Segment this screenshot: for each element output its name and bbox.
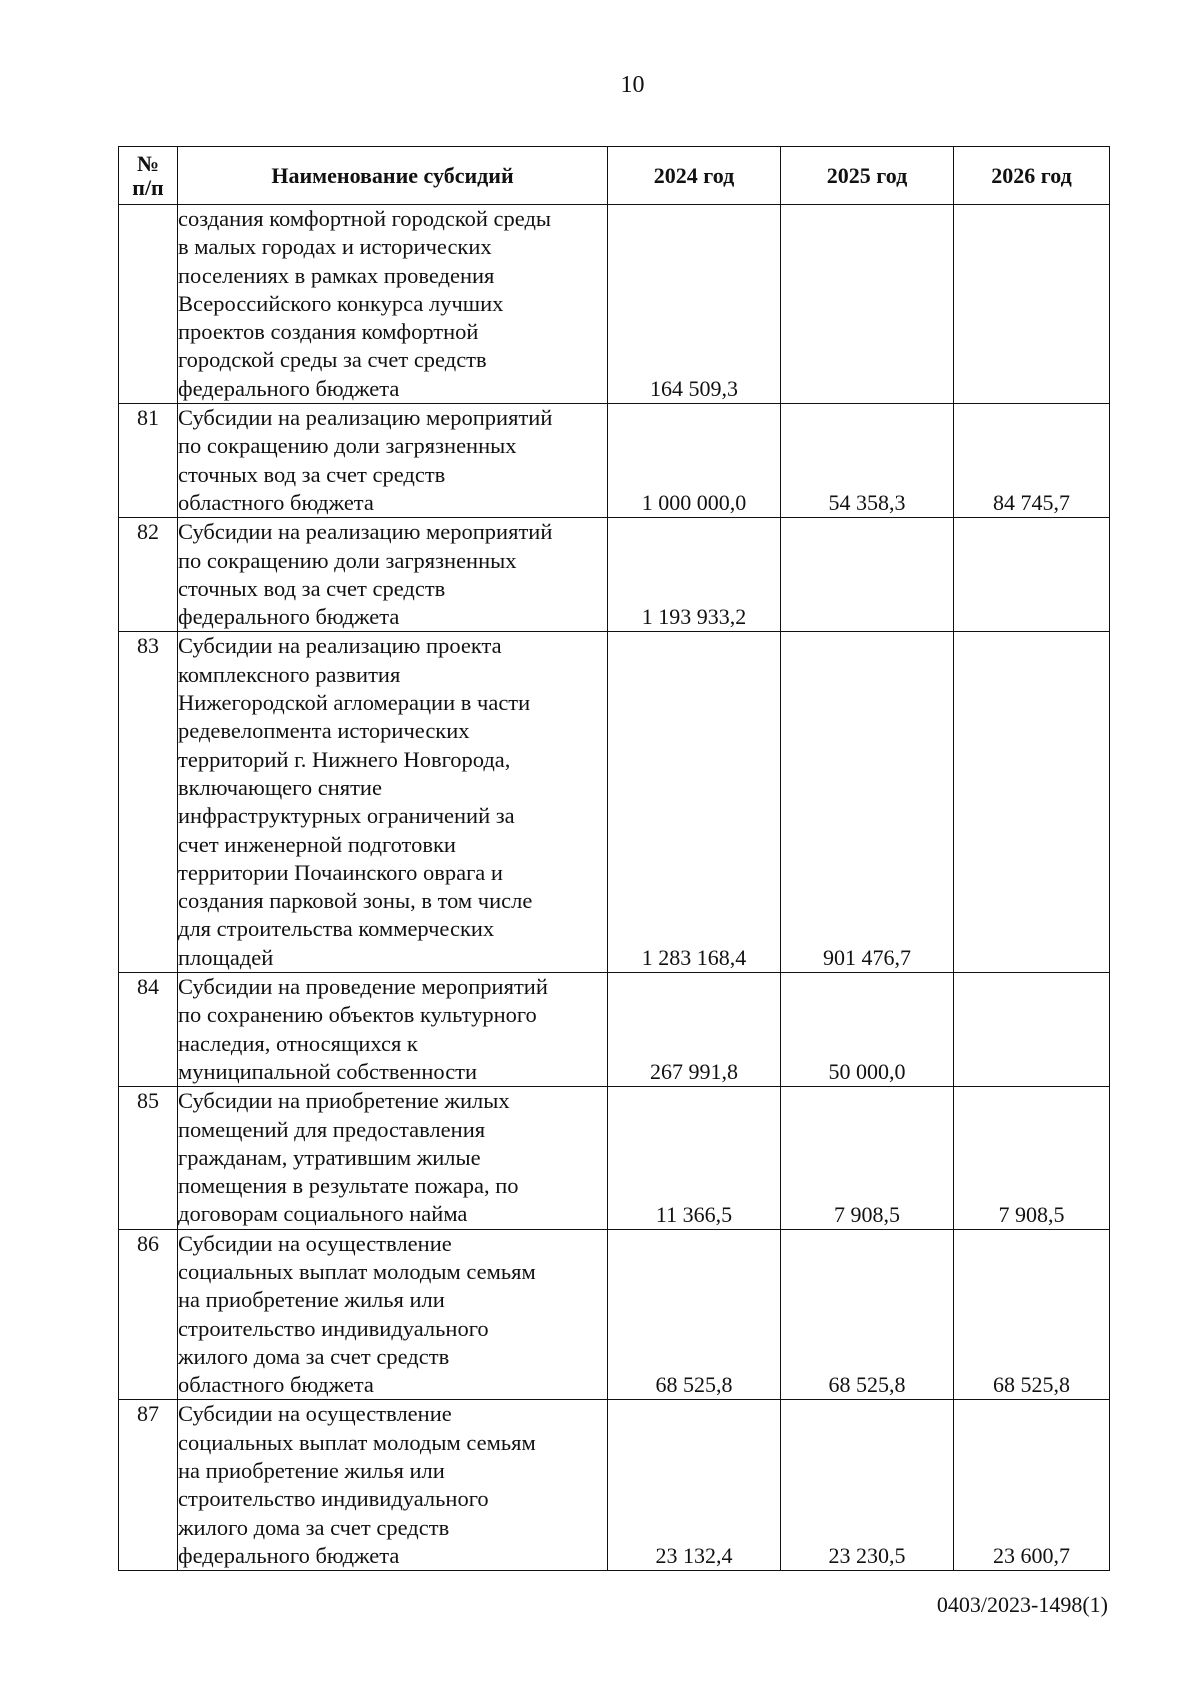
value-2026: 23 600,7 — [954, 1400, 1110, 1571]
table-row — [119, 632, 1110, 973]
row-number: 86 — [119, 1229, 178, 1400]
value-2025: 901 476,7 — [781, 632, 954, 973]
subsidy-name: Субсидии на реализацию мероприятий по сокращению доли загрязненных сточных вод за счет средств областного бюджета — [178, 404, 608, 518]
value-2024: 68 525,8 — [608, 1229, 781, 1400]
value-2026 — [954, 205, 1110, 404]
row-number: 81 — [119, 404, 178, 518]
row-number: 84 — [119, 973, 178, 1087]
header-2025: 2025 год — [781, 147, 954, 205]
table-row — [119, 1400, 1110, 1571]
row-number: 87 — [119, 1400, 178, 1571]
value-2026: 7 908,5 — [954, 1087, 1110, 1229]
page-number: 10 — [620, 72, 645, 98]
value-2026: 84 745,7 — [954, 404, 1110, 518]
value-2024: 1 283 168,4 — [608, 632, 781, 973]
header-2026: 2026 год — [954, 147, 1110, 205]
value-2025: 68 525,8 — [781, 1229, 954, 1400]
table-row — [119, 404, 1110, 518]
table-row — [119, 973, 1110, 1087]
header-name: Наименование субсидий — [178, 147, 608, 205]
table-row — [119, 1229, 1110, 1400]
row-number: 83 — [119, 632, 178, 973]
subsidy-name: Субсидии на осуществление социальных выплат молодым семьям на приобретение жилья или строительство индивидуального жилого дома за счет средств областного бюджета — [178, 1229, 608, 1400]
table-header-row — [119, 147, 1110, 205]
table-row — [119, 1087, 1110, 1229]
value-2025: 50 000,0 — [781, 973, 954, 1087]
subsidies-table — [118, 146, 1110, 1571]
value-2025: 7 908,5 — [781, 1087, 954, 1229]
document-code: 0403/2023-1498(1) — [936, 1592, 1108, 1617]
row-number: 85 — [119, 1087, 178, 1229]
table-row — [119, 205, 1110, 404]
value-2025: 23 230,5 — [781, 1400, 954, 1571]
value-2024: 11 366,5 — [608, 1087, 781, 1229]
row-number — [119, 205, 178, 404]
value-2024: 267 991,8 — [608, 973, 781, 1087]
subsidy-name: Субсидии на приобретение жилых помещений для предоставления гражданам, утратившим жилые помещения в результате пожара, по договорам социального найма — [178, 1087, 608, 1229]
value-2025 — [781, 205, 954, 404]
subsidy-name: Субсидии на реализацию проекта комплексного развития Нижегородской агломерации в части редевелопмента исторических территорий г. Нижнего Новгорода, включающего снятие инфраструктурных ограничений за счет инженерной подготовки территории Почаинского оврага и создания парковой зоны, в том числе для строительства коммерческих площадей — [178, 632, 608, 973]
value-2024: 164 509,3 — [608, 205, 781, 404]
header-number: № п/п — [119, 147, 178, 205]
value-2026 — [954, 518, 1110, 632]
value-2026 — [954, 632, 1110, 973]
value-2024: 23 132,4 — [608, 1400, 781, 1571]
value-2024: 1 193 933,2 — [608, 518, 781, 632]
value-2024: 1 000 000,0 — [608, 404, 781, 518]
value-2025 — [781, 518, 954, 632]
value-2026: 68 525,8 — [954, 1229, 1110, 1400]
header-2024: 2024 год — [608, 147, 781, 205]
subsidy-name: Субсидии на проведение мероприятий по сохранению объектов культурного наследия, относящихся к муниципальной собственности — [178, 973, 608, 1087]
table-row — [119, 518, 1110, 632]
row-number: 82 — [119, 518, 178, 632]
value-2025: 54 358,3 — [781, 404, 954, 518]
subsidy-name: создания комфортной городской среды в малых городах и исторических поселениях в рамках проведения Всероссийского конкурса лучших проектов создания комфортной городской среды за счет средств федерального бюджета — [178, 205, 608, 404]
value-2026 — [954, 973, 1110, 1087]
subsidy-name: Субсидии на осуществление социальных выплат молодым семьям на приобретение жилья или строительство индивидуального жилого дома за счет средств федерального бюджета — [178, 1400, 608, 1571]
subsidy-name: Субсидии на реализацию мероприятий по сокращению доли загрязненных сточных вод за счет средств федерального бюджета — [178, 518, 608, 632]
